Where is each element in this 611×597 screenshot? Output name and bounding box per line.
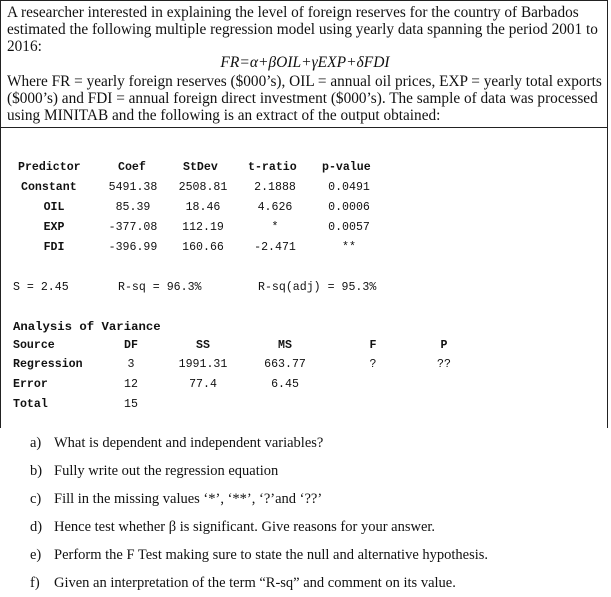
stat-s: S = 2.45 [13, 281, 69, 294]
question-box [0, 0, 608, 128]
anova-row-f: ? [369, 358, 377, 371]
question-text: Perform the F Test making sure to state the null and alternative hypothesis. [54, 547, 489, 563]
stat-r-sq: R-sq = 96.3% [118, 281, 202, 294]
coef-row-stdev: 2508.81 [178, 181, 228, 194]
coef-header-stdev: StDev [183, 161, 218, 174]
question-text: What is dependent and independent variables? [54, 435, 324, 451]
question-text: Hence test whether β is significant. Give reasons for your answer. [54, 519, 436, 535]
question-a [30, 435, 323, 452]
coef-row-p-value: 0.0491 [328, 181, 370, 194]
coef-row-p-value: 0.0057 [328, 221, 370, 234]
anova-header-p: P [440, 339, 448, 352]
coef-header-coef: Coef [118, 161, 146, 174]
minitab-output [0, 128, 608, 428]
coef-row-predictor: OIL [43, 201, 65, 214]
question-label: f) [30, 575, 40, 591]
question-label: b) [30, 463, 43, 479]
anova-row-source: Regression [13, 358, 83, 371]
question-b [30, 463, 278, 480]
anova-header-df: DF [124, 339, 138, 352]
intro-line-5: Where FR = yearly foreign reserves ($000’s), OIL = annual oil prices, EXP = yearly total exports [7, 73, 602, 90]
question-label: d) [30, 519, 43, 535]
intro-line-6: ($000’s) and FDI = annual foreign direct investment ($000’s). The sample of data was processed [7, 90, 598, 107]
question-d [30, 519, 435, 536]
coef-row-predictor: Constant [21, 181, 77, 194]
coef-row-predictor: EXP [43, 221, 65, 234]
anova-row-df: 15 [124, 398, 138, 411]
question-c [30, 491, 322, 508]
anova-row-source: Total [13, 398, 48, 411]
question-e [30, 547, 488, 564]
anova-header-f: F [369, 339, 377, 352]
anova-header-ss: SS [196, 339, 210, 352]
intro-line-1: A researcher interested in explaining the level of foreign reserves for the country of Barbados [7, 4, 579, 21]
coef-header-predictor: Predictor [18, 161, 81, 174]
question-f [30, 575, 456, 592]
coef-row-coef: 5491.38 [108, 181, 158, 194]
coef-header-p-value: p-value [322, 161, 371, 174]
anova-row-ms: 663.77 [264, 358, 306, 371]
coef-row-p-value: 0.0006 [328, 201, 370, 214]
coef-row-predictor: FDI [43, 241, 65, 254]
anova-row-ss: 1991.31 [178, 358, 228, 371]
coef-row-stdev: 18.46 [185, 201, 221, 214]
intro-line-3: 2016: [7, 38, 42, 55]
anova-header-source: Source [13, 339, 55, 352]
anova-row-ss: 77.4 [189, 378, 217, 391]
anova-row-source: Error [13, 378, 48, 391]
anova-row-p: ?? [437, 358, 451, 371]
coef-row-t-ratio: 2.1888 [254, 181, 296, 194]
anova-row-df: 12 [124, 378, 138, 391]
intro-line-7: using MINITAB and the following is an extract of the output obtained: [7, 107, 441, 124]
coef-row-coef: -396.99 [108, 241, 158, 254]
question-label: e) [30, 547, 42, 563]
question-label: a) [30, 435, 42, 451]
intro-line-2: estimated the following multiple regression model using yearly data spanning the period 2001 to [7, 21, 598, 38]
anova-header-ms: MS [278, 339, 292, 352]
anova-row-ms: 6.45 [271, 378, 299, 391]
question-label: c) [30, 491, 42, 507]
coef-row-stdev: 112.19 [182, 221, 224, 234]
coef-row-p-value: ** [342, 241, 356, 254]
question-text: Fill in the missing values ‘*’, ‘**’, ‘?’and ‘??’ [54, 491, 323, 507]
question-text: Given an interpretation of the term “R-sq” and comment on its value. [54, 575, 456, 591]
model-equation: FR=α+βOIL+γEXP+δFDI [220, 54, 390, 71]
coef-row-stdev: 160.66 [182, 241, 224, 254]
coef-header-t-ratio: t-ratio [248, 161, 297, 174]
coef-row-t-ratio: * [271, 221, 279, 234]
anova-title: Analysis of Variance [13, 320, 161, 334]
stat-r-sq-adj: R-sq(adj) = 95.3% [258, 281, 377, 294]
anova-row-df: 3 [127, 358, 135, 371]
coef-row-coef: 85.39 [115, 201, 151, 214]
coef-row-coef: -377.08 [108, 221, 158, 234]
coef-row-t-ratio: 4.626 [257, 201, 293, 214]
coef-row-t-ratio: -2.471 [254, 241, 296, 254]
question-text: Fully write out the regression equation [54, 463, 279, 479]
